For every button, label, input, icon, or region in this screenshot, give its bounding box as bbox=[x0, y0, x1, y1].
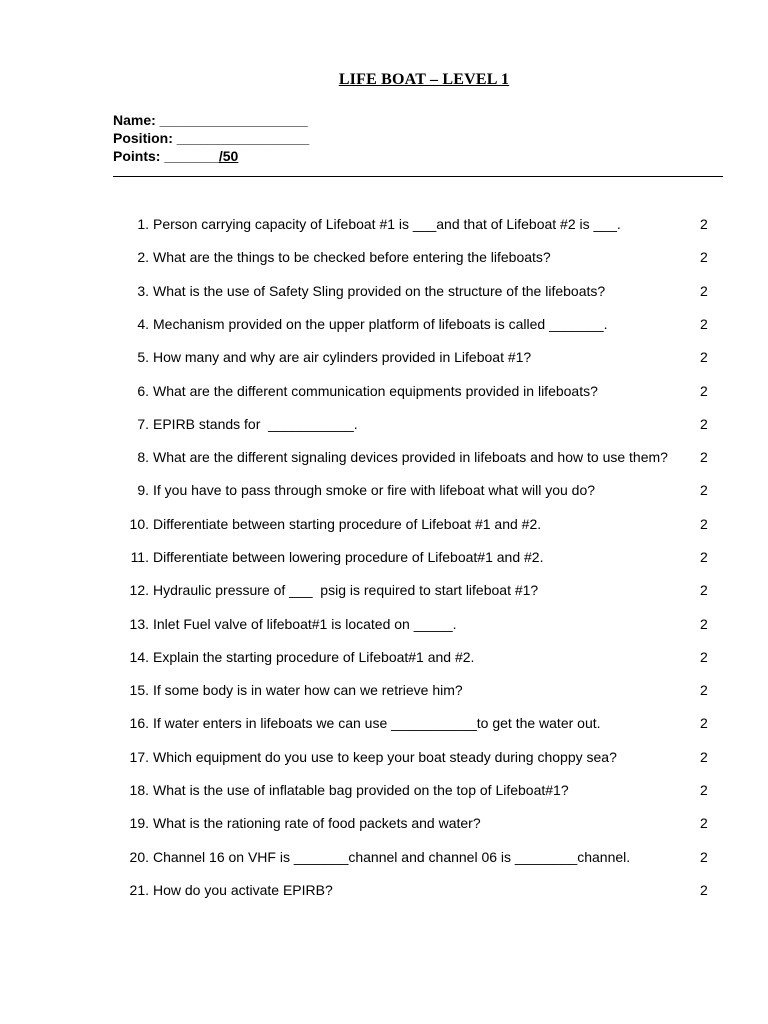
question-number: 13. bbox=[129, 616, 149, 632]
question-text: What are the different communication equipments provided in lifeboats? bbox=[153, 383, 598, 399]
question-number: 1. bbox=[137, 216, 149, 232]
question-text: Inlet Fuel valve of lifeboat#1 is located on _____. bbox=[153, 616, 457, 632]
points-blank: Points: _______ bbox=[113, 148, 219, 164]
question-number: 16. bbox=[129, 715, 149, 731]
question-text: What is the use of inflatable bag provided on the top of Lifeboat#1? bbox=[153, 782, 569, 798]
question-number: 4. bbox=[137, 316, 149, 332]
question-points: 2 bbox=[700, 749, 708, 765]
question-text: Mechanism provided on the upper platform of lifeboats is called _______. bbox=[153, 316, 608, 332]
question-item bbox=[0, 214, 768, 234]
question-item bbox=[0, 780, 768, 800]
question-points: 2 bbox=[700, 549, 708, 565]
question-item bbox=[0, 647, 768, 667]
question-points: 2 bbox=[700, 616, 708, 632]
question-item bbox=[0, 580, 768, 600]
question-number: 21. bbox=[129, 882, 149, 898]
question-text: If water enters in lifeboats we can use ___________to get the water out. bbox=[153, 715, 601, 731]
question-item bbox=[0, 847, 768, 867]
divider-line bbox=[113, 176, 723, 177]
question-points: 2 bbox=[700, 882, 708, 898]
question-points: 2 bbox=[700, 582, 708, 598]
question-points: 2 bbox=[700, 815, 708, 831]
question-item bbox=[0, 614, 768, 634]
question-text: How do you activate EPIRB? bbox=[153, 882, 333, 898]
question-text: Which equipment do you use to keep your boat steady during choppy sea? bbox=[153, 749, 617, 765]
question-text: What is the use of Safety Sling provided on the structure of the lifeboats? bbox=[153, 283, 606, 299]
question-points: 2 bbox=[700, 216, 708, 232]
question-points: 2 bbox=[700, 649, 708, 665]
question-points: 2 bbox=[700, 849, 708, 865]
question-item bbox=[0, 314, 768, 334]
question-points: 2 bbox=[700, 782, 708, 798]
question-points: 2 bbox=[700, 482, 708, 498]
question-text: If you have to pass through smoke or fire with lifeboat what will you do? bbox=[153, 482, 596, 498]
points-max: /50 bbox=[218, 148, 239, 164]
question-number: 5. bbox=[137, 349, 149, 365]
question-text: What are the things to be checked before entering the lifeboats? bbox=[153, 249, 551, 265]
question-item bbox=[0, 680, 768, 700]
question-item bbox=[0, 747, 768, 767]
question-text: Channel 16 on VHF is _______channel and channel 06 is ________channel. bbox=[153, 849, 631, 865]
question-text: Differentiate between starting procedure of Lifeboat #1 and #2. bbox=[153, 516, 542, 532]
question-item bbox=[0, 381, 768, 401]
question-text: What are the different signaling devices provided in lifeboats and how to use them? bbox=[153, 449, 668, 465]
question-number: 17. bbox=[129, 749, 149, 765]
question-number: 18. bbox=[129, 782, 149, 798]
question-item bbox=[0, 347, 768, 367]
question-item bbox=[0, 547, 768, 567]
question-points: 2 bbox=[700, 715, 708, 731]
position-field: Position: _________________ bbox=[113, 130, 310, 146]
question-number: 12. bbox=[129, 582, 149, 598]
question-item bbox=[0, 414, 768, 434]
question-number: 20. bbox=[129, 849, 149, 865]
question-number: 3. bbox=[137, 283, 149, 299]
points-field bbox=[113, 147, 309, 165]
question-item bbox=[0, 480, 768, 500]
question-number: 15. bbox=[129, 682, 149, 698]
name-field: Name: ___________________ bbox=[113, 112, 308, 128]
question-item bbox=[0, 281, 768, 301]
question-text: EPIRB stands for ___________. bbox=[153, 416, 358, 432]
question-points: 2 bbox=[700, 682, 708, 698]
header-fields bbox=[113, 111, 309, 165]
question-text: Hydraulic pressure of ___ psig is required to start lifeboat #1? bbox=[153, 582, 539, 598]
question-number: 2. bbox=[137, 249, 149, 265]
question-points: 2 bbox=[700, 316, 708, 332]
question-text: Person carrying capacity of Lifeboat #1 is ___and that of Lifeboat #2 is ___. bbox=[153, 216, 621, 232]
question-text: If some body is in water how can we retrieve him? bbox=[153, 682, 463, 698]
question-item bbox=[0, 447, 768, 467]
question-number: 6. bbox=[137, 383, 149, 399]
question-item bbox=[0, 880, 768, 900]
question-points: 2 bbox=[700, 416, 708, 432]
question-points: 2 bbox=[700, 449, 708, 465]
question-number: 11. bbox=[130, 549, 149, 565]
question-number: 10. bbox=[129, 516, 149, 532]
question-number: 7. bbox=[137, 416, 149, 432]
question-item bbox=[0, 813, 768, 833]
question-points: 2 bbox=[700, 249, 708, 265]
page-title: LIFE BOAT – LEVEL 1 bbox=[338, 71, 510, 88]
question-item bbox=[0, 713, 768, 733]
question-text: Differentiate between lowering procedure of Lifeboat#1 and #2. bbox=[153, 549, 544, 565]
question-text: What is the rationing rate of food packets and water? bbox=[153, 815, 481, 831]
question-number: 8. bbox=[137, 449, 149, 465]
question-points: 2 bbox=[700, 516, 708, 532]
question-number: 14. bbox=[129, 649, 149, 665]
question-item bbox=[0, 514, 768, 534]
question-number: 9. bbox=[137, 482, 149, 498]
question-text: How many and why are air cylinders provided in Lifeboat #1? bbox=[153, 349, 532, 365]
question-points: 2 bbox=[700, 383, 708, 399]
question-item bbox=[0, 247, 768, 267]
question-text: Explain the starting procedure of Lifeboat#1 and #2. bbox=[153, 649, 475, 665]
question-number: 19. bbox=[129, 815, 149, 831]
question-points: 2 bbox=[700, 349, 708, 365]
question-points: 2 bbox=[700, 283, 708, 299]
